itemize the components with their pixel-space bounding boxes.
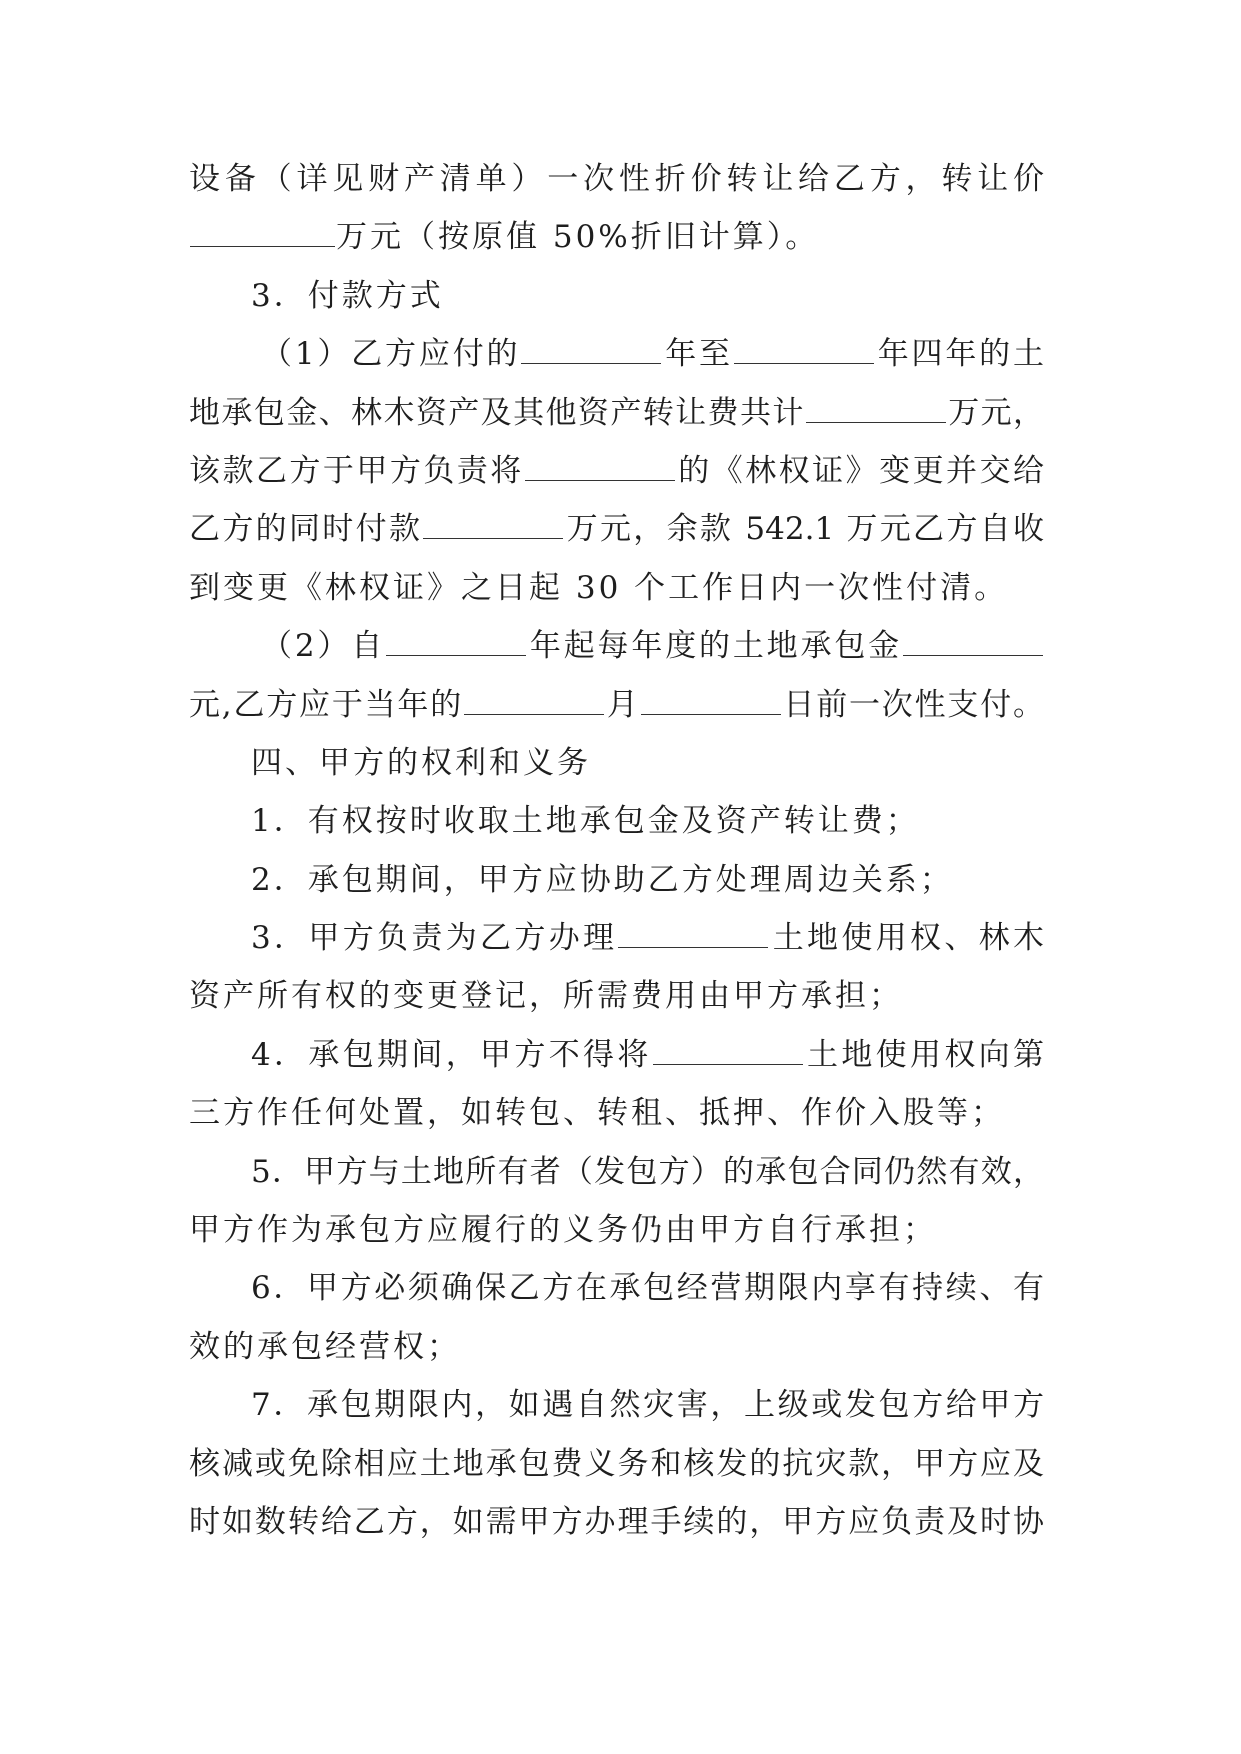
line-5: 地承包金、林木资产及其他资产转让费共计 万元，: [189, 394, 1045, 431]
clause-4-cont: 三方作任何处置，如转包、转租、抵押、作价入股等；: [189, 1095, 1005, 1132]
clause-6-cont: 效的承包经营权；: [189, 1328, 461, 1365]
blank-field: [641, 687, 781, 714]
blank-field: [806, 395, 946, 422]
clause-5: 5．甲方与土地所有者（发包方）的承包合同仍然有效，: [251, 1153, 1044, 1190]
line-2: 万元（按原值 50%折旧计算）。: [189, 208, 1044, 266]
clause-7: 7．承包期限内，如遇自然灾害，上级或发包方给甲方: [251, 1387, 1044, 1424]
line-9: （2）自 年起每年度的土地承包金: [189, 617, 1044, 675]
clause-1: 1．有权按时收取土地承包金及资产转让费；: [251, 803, 920, 840]
blank-field: [521, 337, 661, 364]
clause-3: 3．甲方负责为乙方办理 土地使用权、林木: [251, 920, 1044, 957]
blank-field: [903, 629, 1043, 656]
line-6: 该款乙方于甲方负责将 的《林权证》变更并交给: [189, 452, 1045, 489]
blank-field: [423, 512, 563, 539]
clause-7-cont-1: 核减或免除相应土地承包费义务和核发的抗灾款，甲方应及: [189, 1445, 1044, 1482]
clause-7-cont-2: 时如数转给乙方，如需甲方办理手续的，甲方应负责及时协: [189, 1503, 1044, 1540]
blank-field: [386, 629, 526, 656]
clause-5-cont: 甲方作为承包方应履行的义务仍由甲方自行承担；: [189, 1212, 937, 1249]
clause-6: 6．甲方必须确保乙方在承包经营期限内享有持续、有: [251, 1270, 1044, 1307]
clause-2: 2．承包期间，甲方应协助乙方处理周边关系；: [251, 861, 954, 898]
line-10: 元,乙方应于当年的 月 日前一次性支付。: [189, 686, 1044, 723]
blank-field: [190, 220, 335, 247]
blank-field: [653, 1038, 803, 1065]
document-body: [189, 150, 1044, 1551]
blank-field: [464, 687, 604, 714]
blank-field: [618, 921, 768, 948]
clause-4: 4．承包期间，甲方不得将 土地使用权向第: [251, 1036, 1044, 1073]
section-payment-heading: 3．付款方式: [251, 277, 444, 314]
section-four-heading: 四、甲方的权利和义务: [251, 744, 591, 781]
blank-field: [734, 337, 874, 364]
line-1: 设备（详见财产清单）一次性折价转让给乙方，转让价: [189, 161, 1044, 197]
clause-3-cont: 资产所有权的变更登记，所需费用由甲方承担；: [189, 978, 903, 1015]
line-4: （1）乙方应付的 年至 年四年的土: [261, 336, 1045, 373]
blank-field: [525, 454, 675, 481]
line-8: 到变更《林权证》之日起 30 个工作日内一次性付清。: [189, 569, 1009, 606]
line-7: 乙方的同时付款 万元，余款 542.1 万元乙方自收: [189, 511, 1044, 548]
